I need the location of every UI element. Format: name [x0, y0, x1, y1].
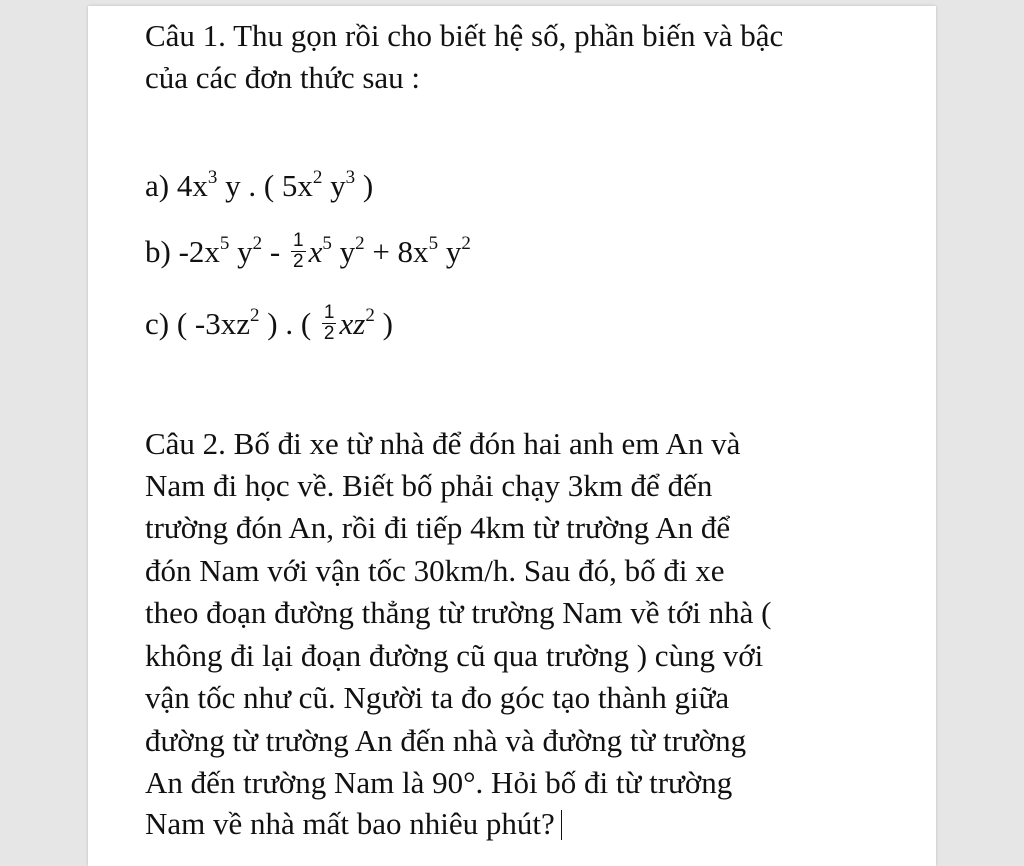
- question-2-line: Nam đi học về. Biết bố phải chạy 3km để đến: [145, 468, 713, 503]
- text-cursor: [561, 810, 563, 840]
- question-1-line-2: của các đơn thức sau :: [145, 60, 421, 95]
- question-1-part-c: c) ( $-3xz^2$ ) . ( $\frac{1}{2}$ $xz^2$ ): [145, 302, 393, 345]
- question-1-line-1: Câu 1. Thu gọn rồi cho biết hệ số, phần biến và bậc: [145, 18, 784, 53]
- question-2-line: đường từ trường An đến nhà và đường từ trường: [145, 723, 747, 758]
- question-2-line: An đến trường Nam là 90°. Hỏi bố đi từ trường: [145, 765, 733, 800]
- question-2-line: Câu 2. Bố đi xe từ nhà để đón hai anh em An và: [145, 426, 741, 461]
- question-1-part-a: a) $4x^3$ y . ( $5x^2$ $y^3$ ): [145, 167, 374, 203]
- question-2-line: đón Nam với vận tốc 30km/h. Sau đó, bố đi xe: [145, 553, 725, 588]
- question-2-line: trường đón An, rồi đi tiếp 4km từ trường An để: [145, 510, 731, 545]
- question-2-line: không đi lại đoạn đường cũ qua trường ) cùng với: [145, 638, 764, 673]
- fraction-one-half: $\frac{1}{2}$: [323, 302, 335, 345]
- question-2-line: vận tốc như cũ. Người ta đo góc tạo thành giữa: [145, 680, 730, 715]
- question-2-last-line: Nam về nhà mất bao nhiêu phút?: [145, 806, 562, 842]
- question-1-part-b: b) $-2x^5$ $y^2$ - $\frac{1}{2}$ $x^5$ $y^2 + 8x^5$ $y^2$: [145, 230, 471, 273]
- fraction-one-half: $\frac{1}{2}$: [292, 230, 304, 273]
- document-page[interactable]: [88, 6, 936, 866]
- question-2-line: theo đoạn đường thẳng từ trường Nam về tới nhà (: [145, 595, 772, 630]
